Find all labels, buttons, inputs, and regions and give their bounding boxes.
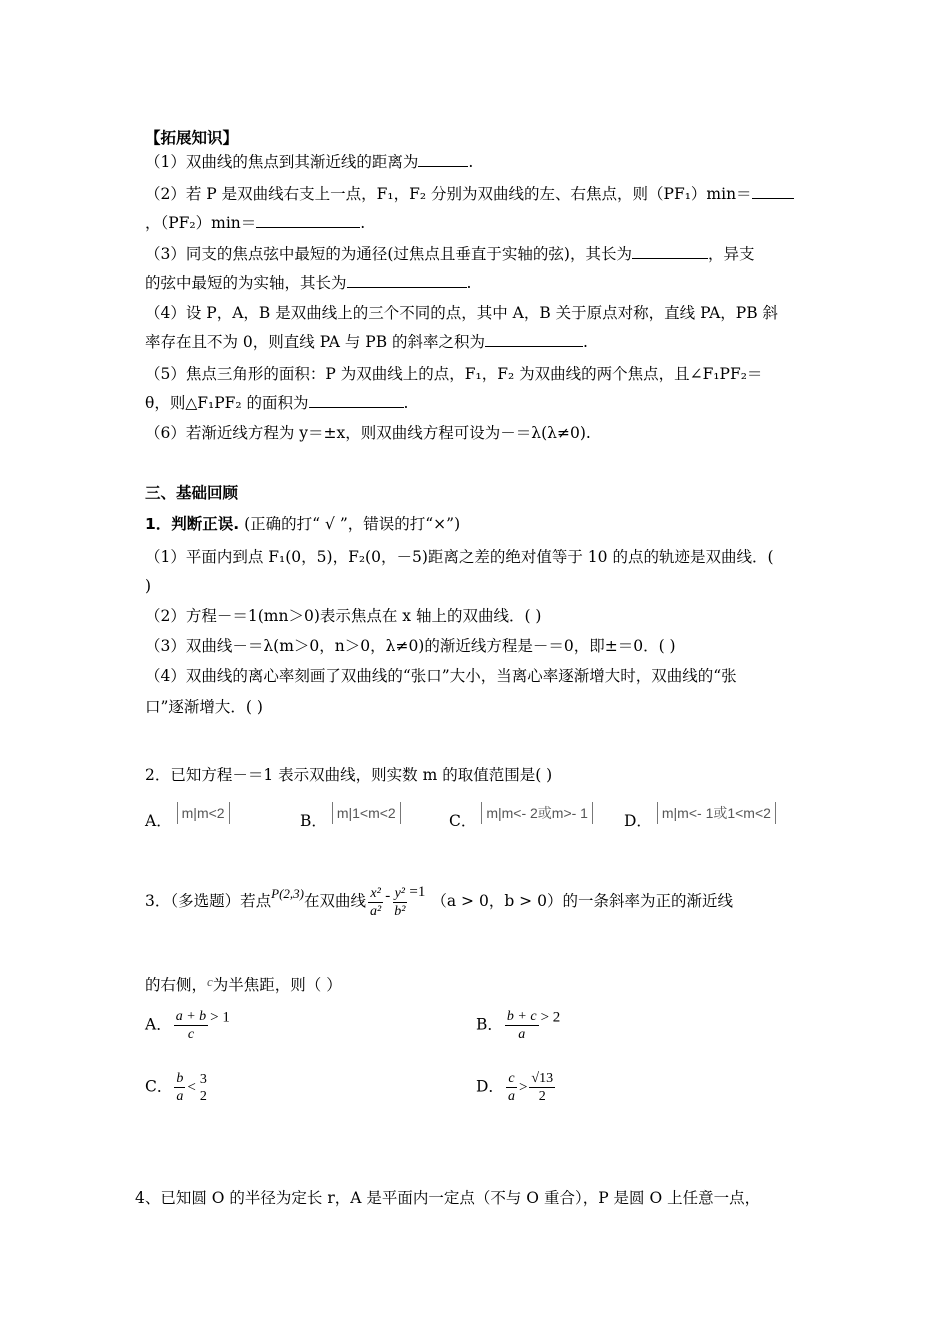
q3-option-b[interactable]: B． $\frac{b + c}{a}$ > 2 bbox=[476, 1009, 561, 1042]
q3-option-d[interactable]: D． $\frac{c}{a}$ > $\frac{√13}{2}$ bbox=[476, 1071, 554, 1104]
q2-option-d[interactable]: D． m|m<- 1或1<m<2 bbox=[624, 802, 776, 831]
ext-line-5b: θ，则△F₁PF₂ 的面积为 . bbox=[145, 394, 409, 412]
answer-blank[interactable] bbox=[347, 273, 467, 288]
ext-line-3b: 的弦中最短的为实轴，其长为 . bbox=[145, 274, 472, 292]
q2-option-c[interactable]: C． m|m<- 2或m>- 1 bbox=[449, 802, 593, 831]
ext-line-4: （4）设 P，A，B 是双曲线上的三个不同的点，其中 A，B 关于原点对称，直线 PA，PB 斜 bbox=[145, 304, 779, 322]
hyperbola-y-term: $\frac{\text{y²}}{\text{b²}}$ bbox=[394, 885, 406, 919]
q1-item-2: （2）方程－＝1(mn＞0)表示焦点在 x 轴上的双曲线．( ) bbox=[145, 607, 542, 625]
answer-blank[interactable] bbox=[256, 213, 360, 228]
ext-line-6: （6）若渐近线方程为 y＝±x，则双曲线方程可设为－＝λ(λ≠0). bbox=[145, 424, 591, 442]
answer-blank[interactable] bbox=[485, 332, 583, 347]
ext-line-5: （5）焦点三角形的面积：P 为双曲线上的点，F₁，F₂ 为双曲线的两个焦点，且∠F₁PF₂＝ bbox=[145, 365, 763, 383]
ext-line-3: （3）同支的焦点弦中最短的为通径(过焦点且垂直于实轴的弦)，其长为 ，异支 bbox=[145, 245, 755, 263]
q3-option-c[interactable]: C． $\frac{b}{a}$ < 3 2 bbox=[145, 1071, 207, 1104]
q2-stem: 2．已知方程－＝1 表示双曲线，则实数 m 的取值范围是( ) bbox=[145, 766, 553, 784]
q3-option-a[interactable]: A． $\frac{a + b}{c}$ > 1 bbox=[145, 1009, 230, 1042]
q1-item-1b: ) bbox=[145, 577, 152, 595]
answer-blank[interactable] bbox=[418, 152, 468, 167]
answer-blank[interactable] bbox=[632, 244, 708, 259]
ext-line-4b: 率存在且不为 0，则直线 PA 与 PB 的斜率之积为 . bbox=[145, 333, 588, 351]
q4-stem: 4、已知圆 O 的半径为定长 r，A 是平面内一定点（不与 O 重合），P 是圆 O 上任意一点， bbox=[135, 1189, 761, 1207]
q3-stem: 3．（多选题）若点$^{P(2,3)}$在双曲线 $\frac{\text{x²}}{\text{a²}}$ - $\frac{\text{y²}}{\text{b²}}$ =1 （a > 0，b > 0）的一条斜率为正的渐近线 bbox=[145, 884, 733, 919]
ext-line-2b: ，（PF₂）min＝ . bbox=[145, 214, 366, 232]
q1-item-1: （1）平面内到点 F₁(0，5)，F₂(0，－5)距离之差的绝对值等于 10 的点的轨迹是双曲线．( bbox=[145, 548, 774, 566]
q1-title: 1．判断正误. (正确的打“ √ ”，错误的打“×”) bbox=[145, 515, 461, 533]
ext-heading: 【拓展知识】 bbox=[145, 129, 239, 147]
ext-line-2: （2）若 P 是双曲线右支上一点，F₁，F₂ 分别为双曲线的左、右焦点，则（PF₁）min＝ bbox=[145, 184, 794, 204]
answer-blank[interactable] bbox=[309, 393, 404, 408]
hyperbola-x-term: $\frac{\text{x²}}{\text{a²}}$ bbox=[370, 885, 382, 919]
q2-option-a[interactable]: A． m|m<2 bbox=[145, 802, 230, 831]
ext-line-1: （1）双曲线的焦点到其渐近线的距离为 . bbox=[145, 153, 474, 171]
q3-line-2: 的右侧，$^c$为半焦距，则（ ） bbox=[145, 974, 342, 994]
answer-blank[interactable] bbox=[752, 184, 794, 199]
q1-item-4b: 口”逐渐增大．( ) bbox=[145, 698, 263, 716]
q1-item-3: （3）双曲线－＝λ(m＞0，n＞0，λ≠0)的渐近线方程是－＝0，即±＝0．( ) bbox=[145, 637, 676, 655]
q1-item-4: （4）双曲线的离心率刻画了双曲线的“张口”大小，当离心率逐渐增大时，双曲线的“张 bbox=[145, 667, 737, 685]
q2-option-b[interactable]: B． m|1<m<2 bbox=[300, 802, 401, 831]
review-heading: 三、基础回顾 bbox=[145, 484, 239, 502]
